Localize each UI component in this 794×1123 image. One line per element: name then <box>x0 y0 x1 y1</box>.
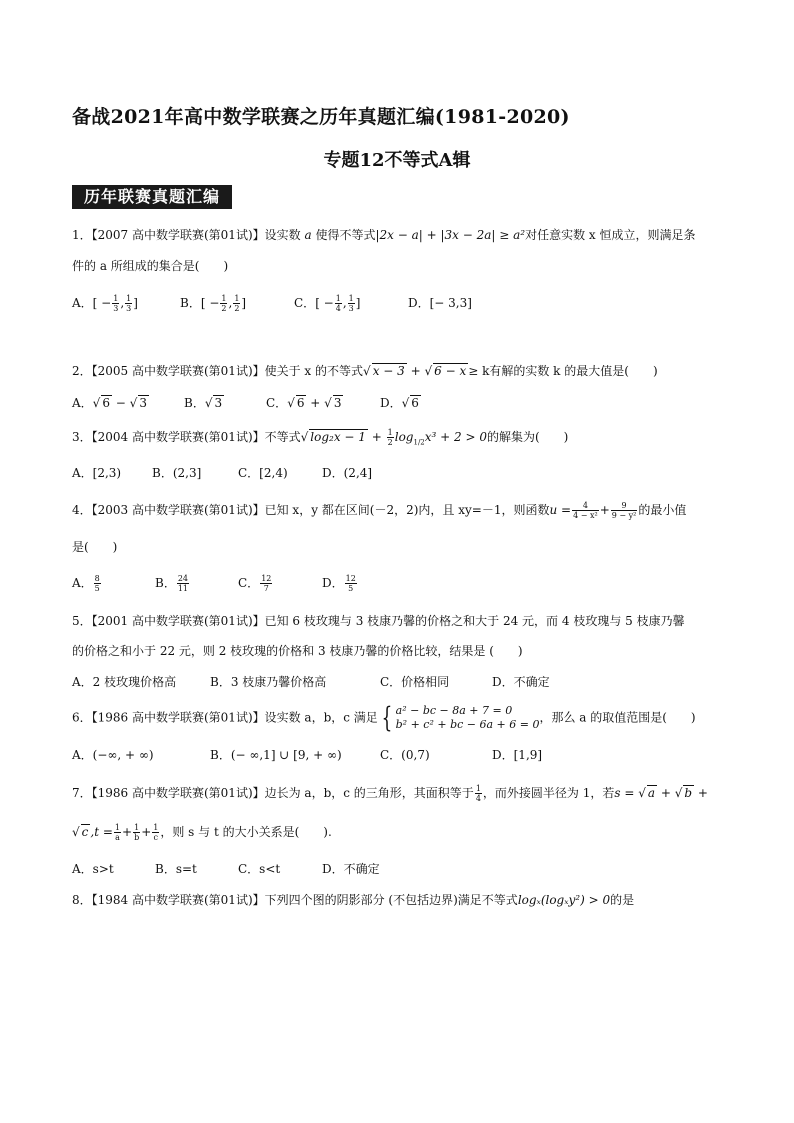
question-1-line-2: 件的 a 所组成的集合是( ) <box>72 259 229 273</box>
question-7-option-a: A．s>t <box>72 862 114 876</box>
question-4-line-2: 是( ) <box>72 540 118 554</box>
question-2-option-b: B．√ 3 <box>184 396 223 410</box>
question-7-option-b: B．s=t <box>155 862 197 876</box>
question-7-option-d: D．不确定 <box>322 862 380 876</box>
question-2-option-c: C．√ 6 + √ 3 <box>266 396 342 410</box>
question-4-option-c: C． $\frac{12}{7}$ <box>238 574 272 593</box>
question-6-line-1: 6．【1986 高中数学联赛(第01试)】设实数 a，b，c 满足 { a² − bc − 8a + 7 = 0 b² + c² + bc − 6a + 6 = 0 ，那么 a 的取值范围是( ) <box>72 701 696 734</box>
question-3-option-b: B．(2,3] <box>152 466 202 480</box>
question-3-line-1: 3．【2004 高中数学联赛(第01试)】不等式√ log₂x − 1 + $\frac{1}{2}$ $\log_{1/2}x^3 + 2 > 0$的解集为( ) <box>72 428 569 447</box>
question-6-option-d: D．[1,9] <box>492 748 543 762</box>
question-1-option-b: B．[ − $\frac{1}{2}$ , $\frac{1}{2}$ ] <box>180 294 247 313</box>
question-7-line-2: √ c ,t = $\frac{1}{a}$ + $\frac{1}{b}$ + $\frac{1}{c}$ ，则 s 与 t 的大小关系是( ). <box>72 823 332 842</box>
question-5-line-2: 的价格之和小于 22 元，则 2 枝玫瑰的价格和 3 枝康乃馨的价格比较，结果是 ( ) <box>72 644 523 658</box>
question-6-option-b: B．(− ∞,1] ∪ [9, + ∞) <box>210 748 342 762</box>
question-1-option-d: D．[− 3,3] <box>408 296 472 310</box>
question-1-option-a: A．[ − $\frac{1}{3}$ , $\frac{1}{3}$ ] <box>72 294 138 313</box>
question-7-option-c: C．s<t <box>238 862 281 876</box>
document-subtitle: 专题12不等式A辑 <box>323 150 471 171</box>
question-4-option-a: A． $\frac{8}{5}$ <box>72 574 100 593</box>
section-banner: 历年联赛真题汇编 <box>72 185 232 209</box>
question-3-option-d: D．(2,4] <box>322 466 373 480</box>
question-2-line-1: 2．【2005 高中数学联赛(第01试)】使关于 x 的不等式√ x − 3 + √ 6 − x ≥ k有解的实数 k 的最大值是( ) <box>72 364 658 378</box>
question-3-option-c: C．[2,4) <box>238 466 288 480</box>
question-5-option-a: A．2 枝玫瑰价格高 <box>72 675 177 689</box>
question-4-line-1: 4．【2003 高中数学联赛(第01试)】已知 x，y 都在区间(－2，2)内，且 xy=－1，则函数u = $\frac{4}{\text{4 − x²}}$ + $\frac{9}{\text{9 − y²}}$ 的最小值 <box>72 501 687 520</box>
question-1-option-c: C．[ − $\frac{1}{4}$ , $\frac{1}{3}$ ] <box>294 294 361 313</box>
question-2-option-d: D．√ 6 <box>380 396 419 410</box>
document-title: 备战2021年高中数学联赛之历年真题汇编(1981-2020) <box>72 106 570 128</box>
question-5-option-d: D．不确定 <box>492 675 550 689</box>
question-5-line-1: 5．【2001 高中数学联赛(第01试)】已知 6 枝玫瑰与 3 枝康乃馨的价格之和大于 24 元，而 4 枝玫瑰与 5 枝康乃馨 <box>72 614 685 628</box>
question-8-line-1: 8．【1984 高中数学联赛(第01试)】下列四个图的阴影部分 (不包括边界)满足不等式logₓ(logₓy²) > 0的是 <box>72 893 635 907</box>
question-5-option-b: B．3 枝康乃馨价格高 <box>210 675 327 689</box>
question-4-option-b: B． $\frac{24}{11}$ <box>155 574 189 593</box>
question-6-option-a: A．(−∞, + ∞) <box>72 748 154 762</box>
question-3-option-a: A．[2,3) <box>72 466 122 480</box>
question-6-option-c: C．(0,7) <box>380 748 430 762</box>
question-7-line-1: 7．【1986 高中数学联赛(第01试)】边长为 a，b，c 的三角形，其面积等于 $\frac{1}{4}$ ，而外接圆半径为 1，若s = √ a + √ b + <box>72 784 708 803</box>
question-2-option-a: A．√ 6 − √ 3 <box>72 396 147 410</box>
question-5-option-c: C．价格相同 <box>380 675 450 689</box>
question-4-option-d: D． $\frac{12}{5}$ <box>322 574 356 593</box>
question-1-line-1: 1．【2007 高中数学联赛(第01试)】设实数 a 使得不等式|2x − a| + |3x − 2a| ≥ a²对任意实数 x 恒成立，则满足条 <box>72 228 696 242</box>
